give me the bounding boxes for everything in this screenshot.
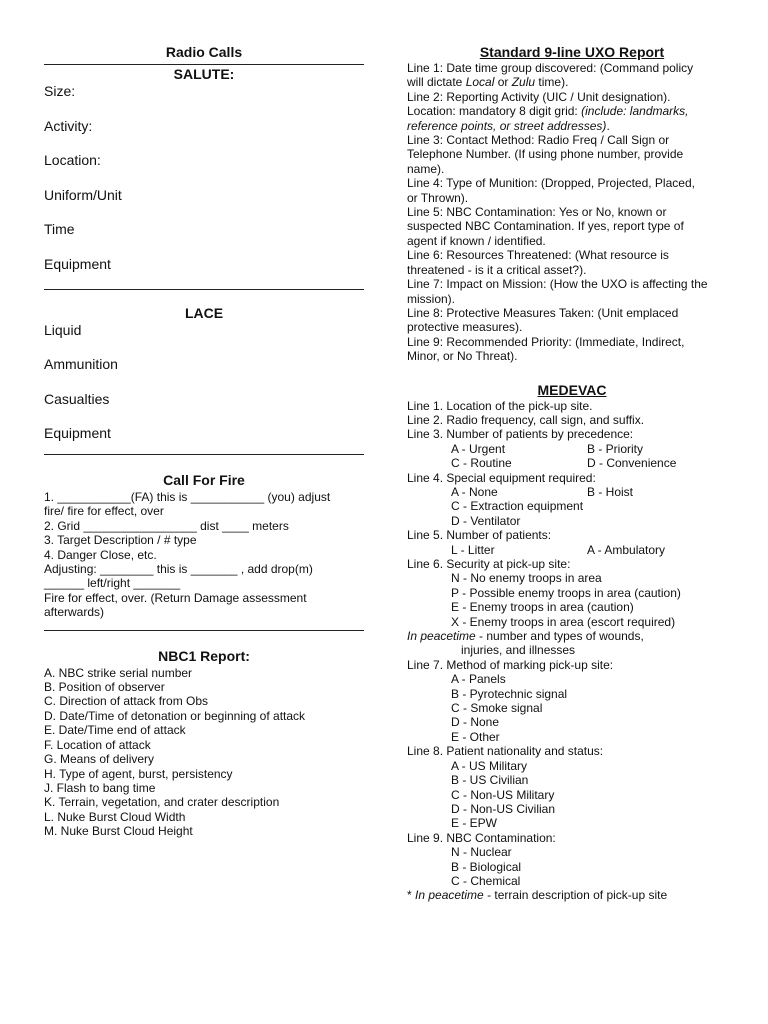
uxo-line: Line 6: Resources Threatened: (What resource is — [407, 248, 669, 263]
salute-list — [44, 83, 364, 273]
nbc1-item: L. Nuke Burst Cloud Width — [44, 809, 186, 824]
uxo-line: Line 4: Type of Munition: (Dropped, Projected, Placed, — [407, 176, 695, 191]
medevac-footnote: * In peacetime - terrain description of pick-up site — [407, 888, 668, 903]
medevac-option: C - Routine — [451, 456, 512, 471]
medevac-option: D - Non-US Civilian — [451, 801, 556, 816]
medevac-option-row — [407, 485, 737, 499]
salute-item: Activity: — [44, 117, 93, 134]
nbc1-list — [44, 666, 364, 839]
medevac-body — [407, 399, 737, 903]
uxo-line: Line 3: Contact Method: Radio Freq / Call Sign or — [407, 133, 670, 148]
medevac-option: B - Pyrotechnic signal — [451, 686, 568, 701]
uxo-line: reference points, or street addresses). — [407, 118, 610, 133]
radio-calls-title: Radio Calls — [165, 44, 243, 60]
medevac-option: B - Priority — [587, 441, 644, 456]
medevac-option-row — [407, 543, 737, 557]
cff-line: ______ left/right _______ — [44, 576, 181, 591]
uxo-line: agent if known / identified. — [407, 233, 546, 248]
left-column — [44, 44, 364, 839]
medevac-option: A - Urgent — [451, 441, 506, 456]
uxo-line: suspected NBC Contamination. If yes, report type of — [407, 219, 684, 234]
nbc1-item: F. Location of attack — [44, 737, 151, 752]
nbc1-title: NBC1 Report: — [158, 647, 250, 664]
medevac-title: MEDEVAC — [537, 381, 607, 398]
uxo-line: Telephone Number. (If using phone number, provide — [407, 147, 684, 162]
nbc1-item: B. Position of observer — [44, 680, 165, 695]
cff-line: Fire for effect, over. (Return Damage assessment — [44, 590, 307, 605]
medevac-option: A - None — [451, 484, 498, 499]
cff-line: 4. Danger Close, etc. — [44, 547, 157, 562]
cff-line: 1. ___________(FA) this is ___________ (you) adjust — [44, 490, 331, 504]
medevac-option: D - None — [451, 715, 500, 730]
salute-item: Location: — [44, 152, 101, 168]
cff-line: 3. Target Description / # type — [44, 533, 197, 548]
medevac-line: Line 7. Method of marking pick-up site: — [407, 657, 614, 672]
medevac-option: D - Convenience — [587, 456, 677, 471]
uxo-line: Line 2: Reporting Activity (UIC / Unit designation). — [407, 89, 671, 104]
medevac-option: C - Non-US Military — [451, 787, 555, 802]
nbc1-item: G. Means of delivery — [44, 752, 155, 767]
peacetime-note: In peacetime - number and types of wounds, — [407, 629, 644, 644]
nbc1-item: K. Terrain, vegetation, and crater description — [44, 795, 280, 810]
medevac-line: Line 8. Patient nationality and status: — [407, 744, 604, 759]
call-for-fire-title: Call For Fire — [163, 472, 245, 488]
uxo-line: Line 5: NBC Contamination: Yes or No, known or — [407, 205, 667, 220]
medevac-option: E - Other — [451, 729, 500, 744]
lace-item: Casualties — [44, 390, 110, 407]
nbc1-item: C. Direction of attack from Obs — [44, 694, 209, 709]
uxo-line: name). — [407, 161, 445, 176]
uxo-report-body — [407, 61, 737, 364]
lace-list — [44, 322, 364, 443]
medevac-line: Line 1. Location of the pick-up site. — [407, 398, 593, 413]
medevac-option: X - Enemy troops in area (escort required) — [451, 614, 676, 629]
medevac-option: N - Nuclear — [451, 845, 512, 860]
medevac-option: B - Biological — [451, 859, 522, 874]
lace-item: Ammunition — [44, 356, 118, 372]
uxo-line: Line 9: Recommended Priority: (Immediate, Indirect, — [407, 334, 685, 349]
medevac-option-row — [407, 442, 737, 456]
lace-title: LACE — [184, 304, 224, 321]
medevac-option: C - Extraction equipment — [451, 499, 584, 514]
salute-item: Size: — [44, 83, 76, 99]
cff-line: 2. Grid _________________ dist ____ meters — [44, 518, 289, 533]
uxo-line: Location: mandatory 8 digit grid: (include: landmarks, — [407, 104, 689, 119]
divider — [44, 64, 364, 65]
medevac-option: C - Smoke signal — [451, 701, 543, 716]
medevac-option: L - Litter — [451, 542, 495, 557]
medevac-line: Line 9. NBC Contamination: — [407, 830, 556, 845]
uxo-line: Minor, or No Threat). — [407, 349, 518, 364]
medevac-option: C - Chemical — [451, 873, 521, 888]
uxo-report-title: Standard 9-line UXO Report — [479, 44, 665, 60]
cff-line: Adjusting: ________ this is _______ , add drop(m) — [44, 562, 313, 577]
salute-item: Time — [44, 221, 75, 237]
cff-line: afterwards) — [44, 605, 105, 620]
uxo-line: threatened - is it a critical asset?). — [407, 262, 587, 277]
medevac-option: P - Possible enemy troops in area (caution) — [451, 585, 681, 600]
nbc1-item: A. NBC strike serial number — [44, 665, 193, 680]
lace-item: Liquid — [44, 321, 82, 338]
medevac-option: D - Ventilator — [451, 513, 521, 528]
uxo-line: mission). — [407, 291, 456, 306]
cff-line: fire/ fire for effect, over — [44, 504, 164, 519]
medevac-option: B - Hoist — [587, 484, 634, 499]
divider — [44, 289, 364, 290]
right-column — [407, 44, 737, 903]
medevac-line: Line 3. Number of patients by precedence: — [407, 427, 634, 442]
nbc1-item: M. Nuke Burst Cloud Height — [44, 824, 193, 839]
lace-item: Equipment — [44, 425, 111, 441]
medevac-line: Line 4. Special equipment required: — [407, 470, 596, 485]
nbc1-item: D. Date/Time of detonation or beginning of attack — [44, 708, 306, 723]
medevac-option: A - Panels — [451, 672, 506, 687]
nbc1-item: J. Flash to bang time — [44, 780, 156, 795]
uxo-line: protective measures). — [407, 320, 523, 335]
nbc1-item: H. Type of agent, burst, persistency — [44, 766, 233, 781]
salute-item: Uniform/Unit — [44, 186, 122, 203]
medevac-option: E - Enemy troops in area (caution) — [451, 600, 634, 615]
medevac-option: N - No enemy troops in area — [451, 571, 602, 586]
uxo-line: will dictate Local or Zulu time). — [407, 75, 569, 90]
divider — [44, 454, 364, 455]
medevac-line: Line 6. Security at pick-up site: — [407, 557, 571, 571]
salute-item: Equipment — [44, 255, 111, 272]
call-for-fire-body — [44, 490, 364, 620]
nbc1-item: E. Date/Time end of attack — [44, 723, 186, 738]
medevac-line: Line 5. Number of patients: — [407, 528, 552, 543]
uxo-line: or Thrown). — [407, 190, 469, 205]
divider — [44, 630, 364, 631]
uxo-line: Line 8: Protective Measures Taken: (Unit emplaced — [407, 305, 679, 320]
medevac-option: E - EPW — [451, 816, 498, 831]
peacetime-note-cont: injuries, and illnesses — [461, 643, 576, 658]
medevac-line: Line 2. Radio frequency, call sign, and suffix. — [407, 412, 645, 427]
uxo-line: Line 1: Date time group discovered: (Command policy — [407, 61, 694, 75]
medevac-option: B - US Civilian — [451, 773, 529, 788]
medevac-option-row — [407, 456, 737, 470]
salute-title: SALUTE: — [173, 66, 235, 82]
medevac-option: A - US Military — [451, 758, 528, 773]
medevac-option: A - Ambulatory — [587, 542, 666, 557]
uxo-line: Line 7: Impact on Mission: (How the UXO is affecting the — [407, 277, 708, 292]
